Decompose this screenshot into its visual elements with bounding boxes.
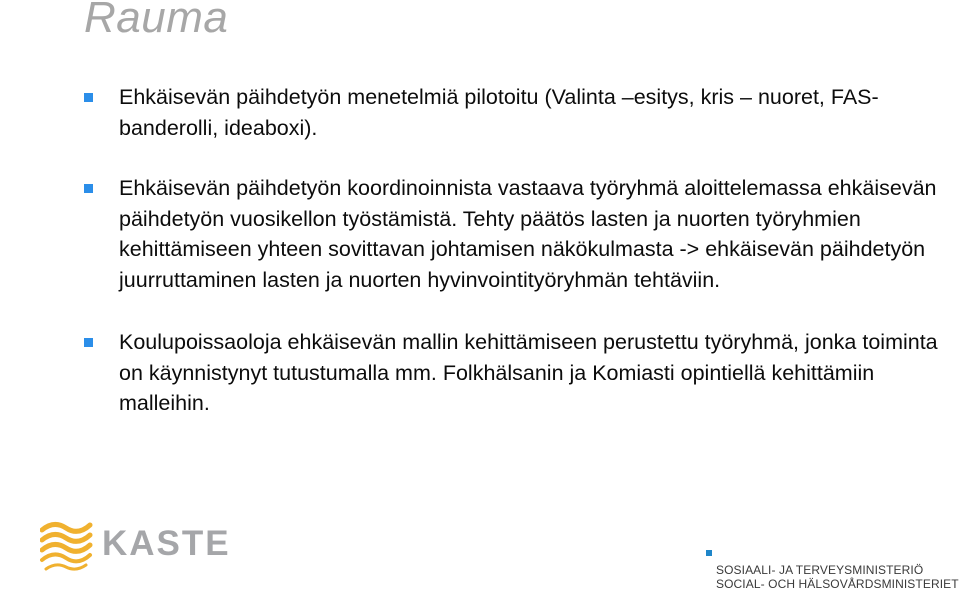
ministry-logo — [703, 548, 959, 598]
square-bullet-icon — [84, 338, 93, 347]
square-bullet-icon — [84, 93, 93, 102]
bullet-item-coordination-group — [84, 173, 944, 295]
kaste-wave-logo-icon — [40, 516, 96, 572]
bullet-item-pilot-methods — [84, 82, 944, 143]
ministry-name-sv: SOCIAL- OCH HÄLSOVÅRDSMINISTERIET — [716, 577, 959, 591]
ministry-name-fi: SOSIAALI- JA TERVEYSMINISTERIÖ — [716, 563, 924, 577]
ministry-square-icon — [706, 550, 712, 556]
bullet-text: Ehkäisevän päihdetyön koordinoinnista vastaava työryhmä aloittelemassa ehkäisevän päihdetyön vuosikellon työstämistä. Tehty päätös lasten ja nuorten työryhmien kehittämiseen yhteen sovittavan johtamisen näkökulmasta -> ehkäisevän päihdetyön juurruttaminen lasten ja nuorten hyvinvointityöryhmän tehtäviin. — [119, 176, 937, 292]
bullet-item-school-absence-group — [84, 327, 944, 419]
bullet-text: Ehkäisevän päihdetyön menetelmiä pilotoitu (Valinta –esitys, kris – nuoret, FAS-banderolli, ideaboxi). — [119, 85, 879, 140]
slide-title: Rauma — [84, 0, 229, 42]
kaste-logo — [40, 516, 231, 572]
bullet-list — [84, 82, 944, 419]
bullet-text: Koulupoissaoloja ehkäisevän mallin kehittämiseen perustettu työryhmä, jonka toiminta on käynnistynyt tutustumalla mm. Folkhälsanin ja Komiasti opintiellä kehittämiin malleihin. — [119, 330, 938, 415]
square-bullet-icon — [84, 184, 93, 193]
kaste-wordmark: KASTE — [102, 524, 231, 563]
